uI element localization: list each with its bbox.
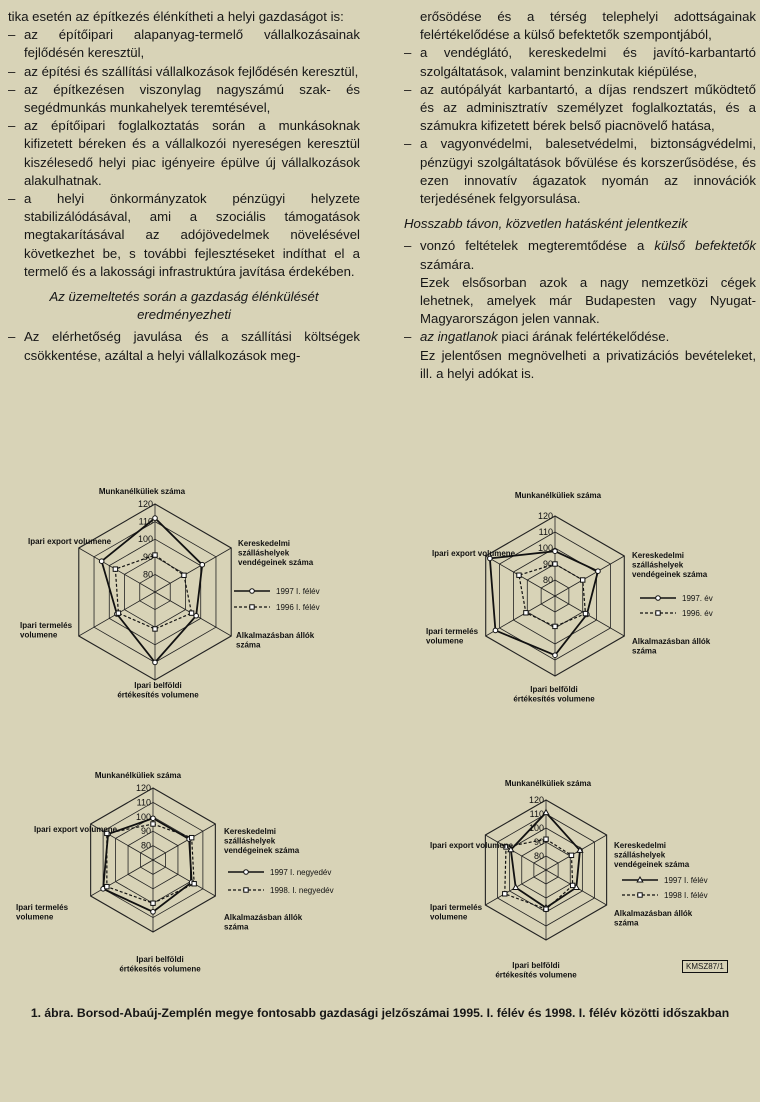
tick-label: 110 [136,797,151,808]
tick-label: 80 [142,569,153,580]
data-point [570,883,574,887]
item-explanation: Ezek elsősorban azok a nagy nemzetközi cégek lehetnek, amelyek már Budapesten vagy Nyugat-Magyarországon jelen vannak. [420,274,756,327]
data-point [638,893,642,897]
radar-chart-1998-q1 [10,768,360,974]
tick-label: 90 [142,551,153,562]
data-point [151,910,156,915]
tick-label: 80 [533,851,544,861]
category-label: Ipari export volumene [28,537,112,546]
left-section-heading: Az üzemeltetés során a gazdaság élénkülését eredményezheti [49,289,319,323]
radar-chart-1997-year [412,486,758,704]
data-point [637,877,643,882]
list-item: – az építőipari foglalkoztatás során a munkásoknak kifizetett béreken és a vállalkozói nyereségen keresztül kiszélesedő helyi piac igényeire épülve új vállalkozások alakulhatnak. [8,118,360,188]
tick-label: 120 [135,783,151,793]
list-item: – a vagyonvédelmi, balesetvédelmi, biztonságvédelmi, pénzügyi szolgáltatások bővülése és korszerűsödése, és ezen innovatív ágazatok nyomán az innovációk terjedésének felgyorsulása. [404,136,756,207]
tick-label: 120 [528,795,544,805]
data-point [544,837,548,841]
category-label: Alkalmazásban állók száma [632,637,711,656]
data-point [244,870,249,875]
category-label: Ipari termelés volumene [426,627,479,646]
list-item: – Az elérhetőség javulása és a szállítási költségek csökkentése, azáltal a helyi vállalkozások meg- [8,329,360,363]
tick-label: 120 [137,499,153,509]
axis-spoke [555,556,624,596]
list-item: – az építési és szállítási vállalkozások fejlődésén keresztül, [8,63,359,79]
data-point [200,562,205,567]
legend-label: 1997 I. negyedév [270,868,332,877]
data-point [553,549,558,554]
figure-caption: 1. ábra. Borsod-Abaúj-Zemplén megye fontosabb gazdasági jelzőszámai 1995. I. félév és 1998. I. félév közötti időszakban [30,1006,730,1020]
data-point [151,822,155,826]
tick-label: 100 [137,534,153,545]
category-label: Munkanélküliek száma [94,771,182,780]
list-item: – vonzó feltételek megteremtődése a külső befektetők számára. [404,238,756,272]
series-line [115,555,191,629]
axis-spoke [91,860,153,896]
category-label: Ipari export volumene [34,825,118,834]
data-point [553,562,557,566]
category-label: Ipari export volumene [430,841,514,850]
list-item: – az építőipari alapanyag-termelő vállalkozásainak fejlődésén keresztül, [8,27,360,61]
category-label: Ipari termelés volumene [16,903,69,922]
legend-label: 1997. év [682,594,713,603]
category-label: Ipari export volumene [432,549,516,558]
category-label: Alkalmazásban állók száma [614,909,693,928]
category-label: Ipari belföldi értékesítés volumene [495,961,577,980]
legend-label: 1997 I. félév [664,876,708,885]
right-section-heading: Hosszabb távon, közvetlen hatásként jelentkezik [404,216,688,232]
data-point [493,628,498,633]
radar-chart-1998-h1 [412,768,758,980]
data-point [151,901,155,905]
tick-label: 90 [542,559,553,569]
category-label: Kereskedelmi szálláshelyek vendégeinek száma [614,841,690,869]
data-point [105,884,109,888]
data-point [517,573,521,577]
data-point [250,605,254,609]
data-point [153,553,157,557]
tick-label: 100 [528,823,544,833]
category-label: Munkanélküliek száma [514,491,602,500]
right-column [404,8,756,383]
data-point [656,611,660,615]
tick-label: 110 [529,809,544,819]
data-point [524,611,528,615]
category-label: Munkanélküliek száma [98,487,186,496]
data-point [113,567,117,571]
data-point [543,810,549,815]
category-label: Alkalmazásban állók száma [224,913,303,932]
legend-label: 1998 I. félév [664,891,708,900]
right-continuation: erősödése és a térség telephelyi adottságainak felértékelődése a külső befektetők szempontjából, [420,9,756,43]
data-point [553,653,558,658]
item-explanation: Ez jelentősen megnövelheti a privatizációs bevételeket, ill. a helyi adókat is. [420,347,756,381]
tick-label: 90 [533,837,544,847]
tick-label: 120 [537,511,553,521]
tick-label: 100 [135,811,151,822]
tick-label: 80 [140,840,151,851]
category-label: Kereskedelmi szálláshelyek vendégeinek száma [238,539,314,567]
legend-label: 1996 I. félév [276,603,320,612]
tick-label: 110 [538,527,553,537]
legend-label: 1997 I. félév [276,587,320,596]
figure-code: KMSZ87/1 [682,960,728,973]
category-label: Alkalmazásban állók száma [236,631,315,650]
tick-label: 80 [542,575,553,585]
category-label: Ipari belföldi értékesítés volumene [119,955,201,974]
data-point [194,613,199,618]
data-point [553,624,557,628]
data-point [153,627,157,631]
data-point [596,569,601,574]
data-point [153,516,158,521]
list-item: – az építkezésen viszonylag nagyszámú szak- és segédmunkás munkahelyek teremtésével, [8,81,360,116]
category-label: Ipari termelés volumene [430,903,483,922]
axis-spoke [153,824,215,860]
data-point [99,559,104,564]
tick-label: 100 [537,543,553,553]
legend-label: 1996. év [682,609,713,618]
data-point [192,882,196,886]
list-item: – a helyi önkormányzatok pénzügyi helyzete stabilizálódásával, ami a szociális támogatások megtakarításával az adójövedelmek növelésével következhet be, s további fejlesztéseket indíthat el a termelő és a lakossági infrastruktúra javítása érdekében. [8,191,360,279]
data-point [583,611,587,615]
data-point [513,885,519,890]
data-point [182,573,186,577]
axis-spoke [153,860,215,896]
tick-label: 110 [138,516,153,527]
legend-label: 1998. I. negyedév [270,886,334,895]
data-point [189,835,193,839]
data-point [503,892,507,896]
list-item: – az autópályát karbantartó, a díjas rendszert működtető és az adminisztratív személyzet foglalkoztatás, és a számukra kifizetett bérek belső piacnövelő hatása, [404,81,756,134]
data-point [116,611,120,615]
data-point [581,578,585,582]
axis-spoke [546,835,607,870]
list-item: – a vendéglátó, kereskedelmi és javító-karbantartó szolgáltatások, valamint benzinkutak kiépülése, [404,45,756,79]
data-point [151,816,156,821]
data-point [250,589,255,594]
radar-chart-1997-h1 [10,486,360,698]
series-line [511,813,580,908]
list-item: – az ingatlanok piaci árának felértékelődése. [404,329,670,345]
data-point [569,853,573,857]
data-point [656,596,661,601]
data-point [544,907,548,911]
left-intro: tika esetén az építkezés élénkítheti a helyi gazdaságot is: [8,9,344,24]
series-line [519,564,586,626]
category-label: Kereskedelmi szálláshelyek vendégeinek száma [224,827,300,855]
category-label: Kereskedelmi szálláshelyek vendégeinek száma [632,551,708,579]
data-point [153,660,158,665]
category-label: Munkanélküliek száma [504,779,592,788]
data-point [244,888,248,892]
category-label: Ipari belföldi értékesítés volumene [117,681,199,700]
category-label: Ipari termelés volumene [20,621,73,640]
category-label: Ipari belföldi értékesítés volumene [513,685,595,704]
left-column [8,8,360,365]
tick-label: 90 [140,826,151,837]
data-point [189,611,193,615]
